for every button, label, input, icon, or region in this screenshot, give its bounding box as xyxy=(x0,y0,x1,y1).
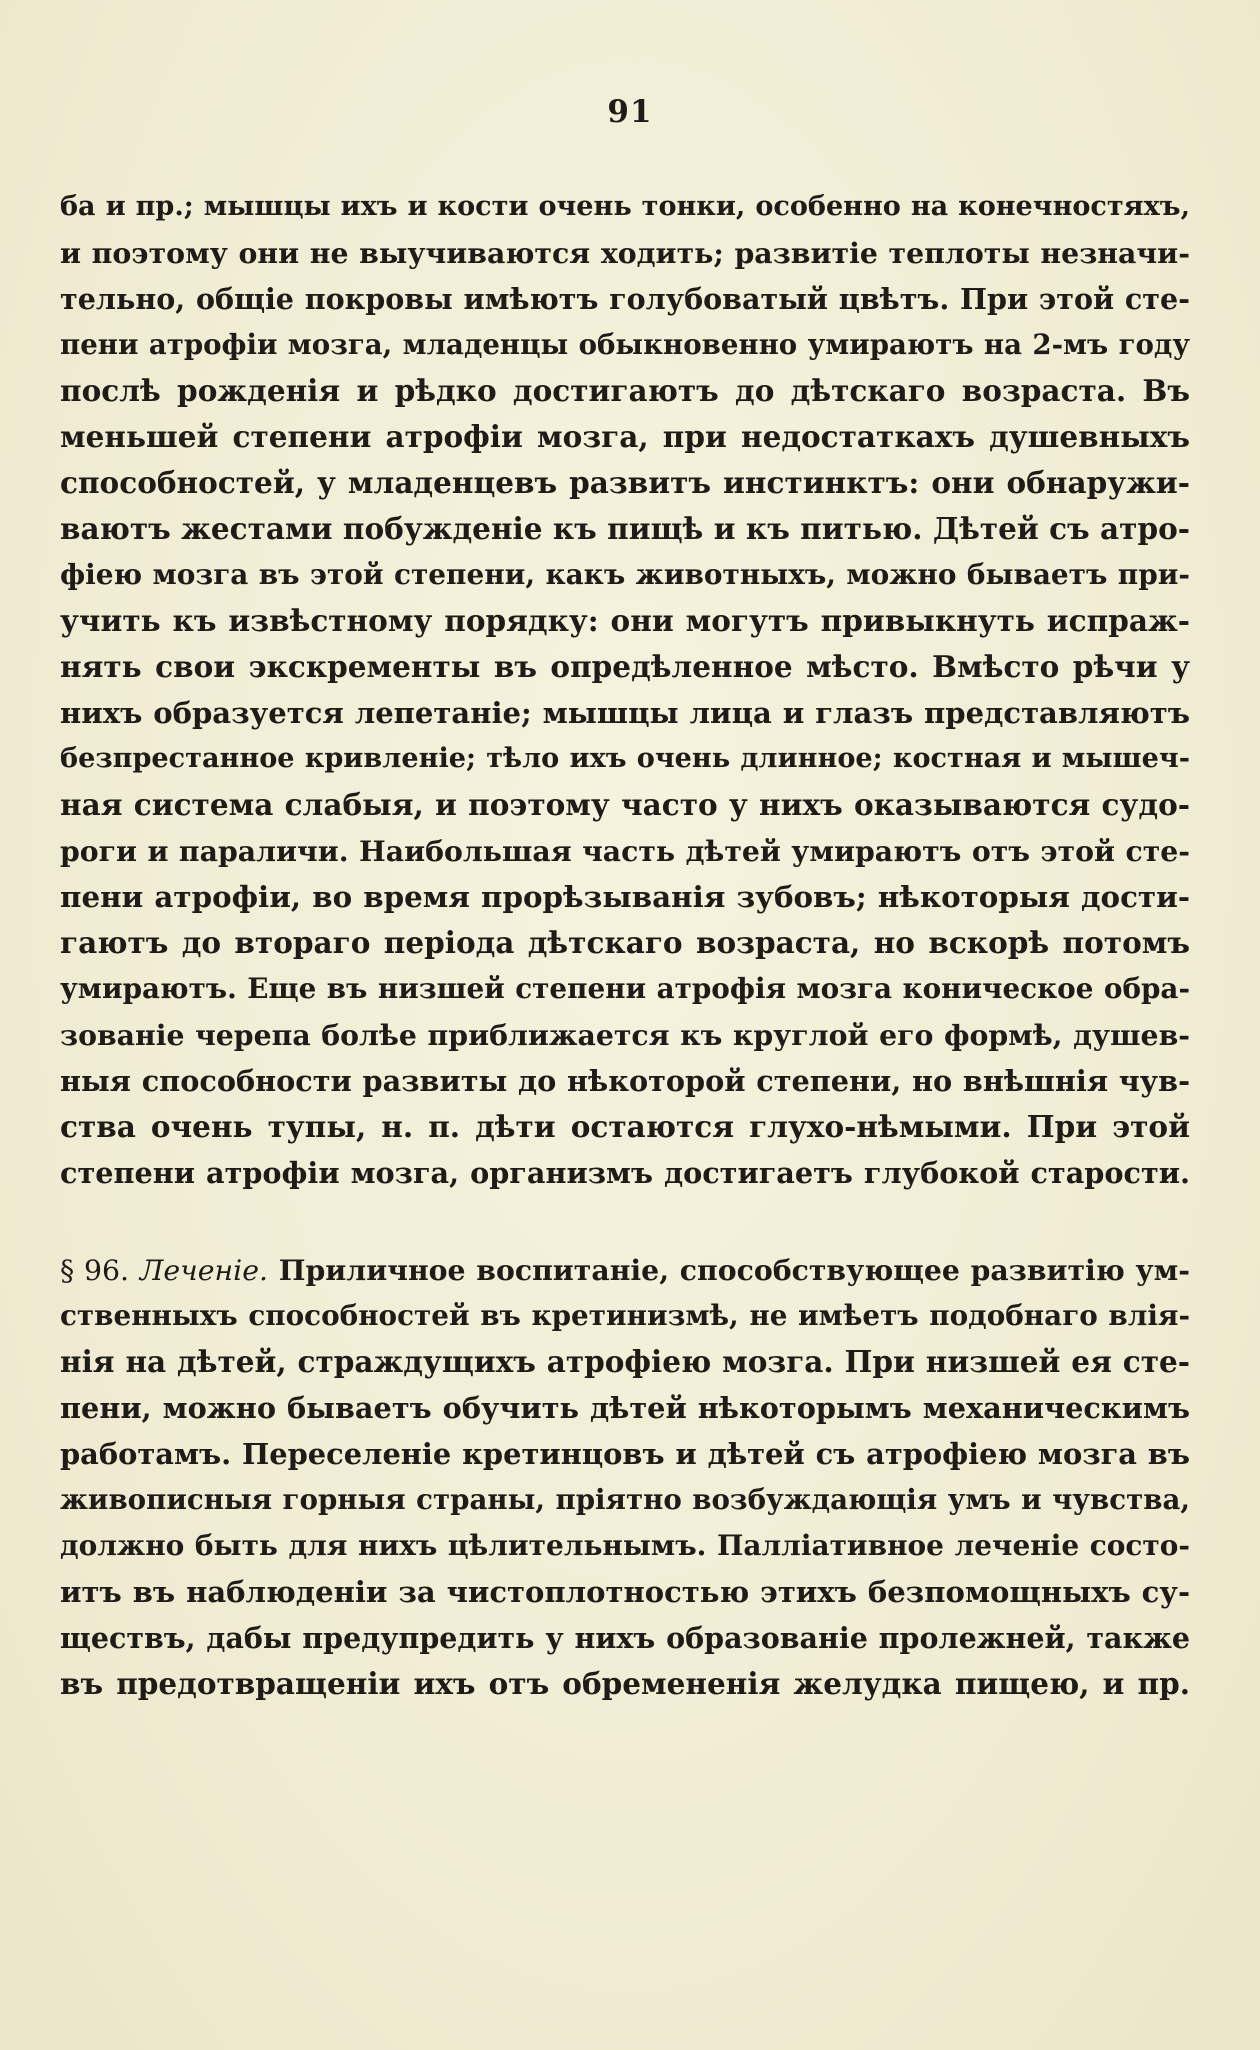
text-line: послѣ рожденія и рѣдко достигаютъ до дѣтскаго возраста. Въ xyxy=(60,373,1190,408)
section-heading-line xyxy=(60,1247,1190,1293)
text-line: ваютъ жестами побужденіе къ пищѣ и къ питью. Дѣтей съ атро- xyxy=(60,511,1190,546)
text-line: въ предотвращеніи ихъ отъ обремененія желудка пищею, и пр. xyxy=(60,1666,1190,1701)
text-line: ныя способности развиты до нѣкоторой степени, но внѣшнія чув- xyxy=(60,1064,1190,1098)
text-line: должно быть для нихъ цѣлительнымъ. Палліативное леченіе состо- xyxy=(60,1529,1190,1562)
text-line: учить къ извѣстному порядку: они могутъ привыкнуть испраж- xyxy=(60,603,1190,638)
text-line: фіею мозга въ этой степени, какъ животныхъ, можно бываетъ при- xyxy=(60,558,1190,591)
text-line: безпрестанное кривленіе; тѣло ихъ очень длинное; костная и мышеч- xyxy=(60,743,1190,774)
text-line: живописныя горныя страны, пріятно возбуждающія умъ и чувства, xyxy=(60,1483,1190,1516)
text-line: роги и параличи. Наибольшая часть дѣтей умираютъ отъ этой сте- xyxy=(60,834,1190,868)
text-line: тельно, общіе покровы имѣютъ голубоватый цвѣтъ. При этой сте- xyxy=(60,282,1190,316)
section-96-treatment xyxy=(60,1247,1190,1707)
text-line: нять свои экскременты въ опредѣленное мѣсто. Вмѣсто рѣчи у xyxy=(60,649,1190,684)
text-line: гаютъ до втораго періода дѣтскаго возраста, но вскорѣ потомъ xyxy=(60,925,1190,960)
text-line: и поэтому они не выучиваются ходить; развитіе теплоты незначи- xyxy=(60,236,1190,270)
text-line: ная система слабыя, и поэтому часто у нихъ оказываются судо- xyxy=(60,787,1190,822)
text-line: способностей, у младенцевъ развитъ инстинктъ: они обнаружи- xyxy=(60,465,1190,500)
text-line: ства очень тупы, н. п. дѣти остаются глухо-нѣмыми. При этой xyxy=(60,1109,1190,1144)
text-line: нихъ образуется лепетаніе; мышцы лица и глазъ представляютъ xyxy=(60,696,1190,730)
page-number: 91 xyxy=(607,94,653,130)
text-line: умираютъ. Еще въ низшей степени атрофія мозга коническое обра- xyxy=(60,972,1190,1005)
section-title: Леченіе. xyxy=(139,1254,268,1287)
text-line: работамъ. Переселеніе кретинцовъ и дѣтей съ атрофіею мозга въ xyxy=(60,1437,1190,1471)
text-line: итъ въ наблюденіи за чистоплотностью этихъ безпомощныхъ су- xyxy=(60,1575,1190,1609)
text-line: пени, можно бываетъ обучить дѣтей нѣкоторымъ механическимъ xyxy=(60,1391,1190,1425)
section-first-line-text: Приличное воспитаніе, способствующее развитію ум- xyxy=(278,1253,1191,1287)
text-line: пени атрофіи, во время прорѣзыванія зубовъ; нѣкоторыя дости- xyxy=(60,879,1190,914)
text-line: меньшей степени атрофіи мозга, при недостаткахъ душевныхъ xyxy=(60,419,1190,454)
text-line: зованіе черепа болѣе приближается къ круглой его формѣ, душев- xyxy=(60,1018,1190,1052)
text-line: ществъ, дабы предупредить у нихъ образованіе пролежней, также xyxy=(60,1621,1190,1655)
paragraph-atrophy-degrees xyxy=(60,184,1190,1196)
section-number: § 96. xyxy=(60,1254,130,1287)
text-line: ба и пр.; мышцы ихъ и кости очень тонки, особенно на конечностяхъ, xyxy=(60,191,1190,222)
text-line: ственныхъ способностей въ кретинизмѣ, не имѣетъ подобнаго влія- xyxy=(60,1299,1190,1332)
text-line: степени атрофіи мозга, организмъ достигаетъ глубокой старости. xyxy=(60,1156,1190,1190)
text-line: нія на дѣтей, страждущихъ атрофіею мозга. При низшей ея сте- xyxy=(60,1344,1190,1379)
text-line: пени атрофіи мозга, младенцы обыкновенно умираютъ на 2-мъ году xyxy=(60,328,1190,361)
